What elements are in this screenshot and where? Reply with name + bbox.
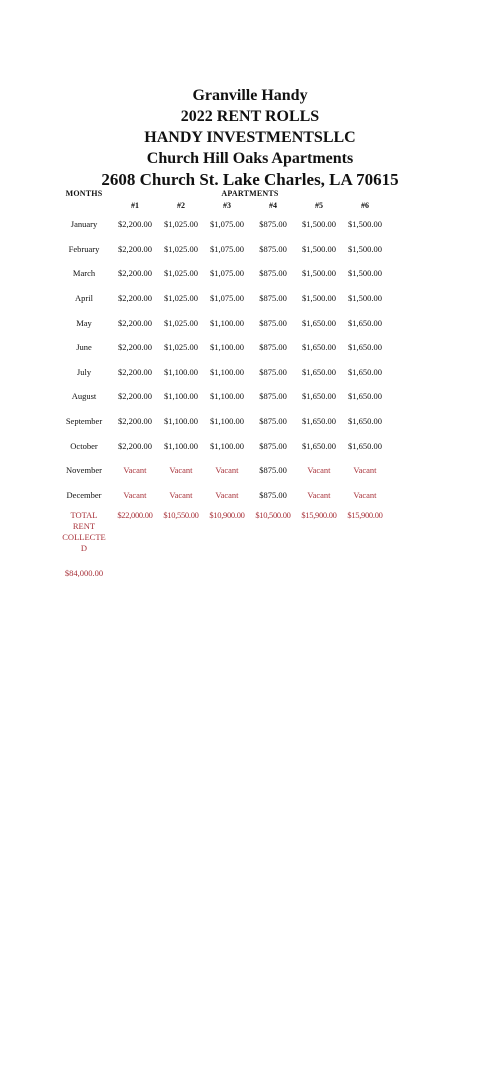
- rent-cell: $1,025.00: [164, 268, 198, 279]
- rent-cell: $875.00: [259, 243, 287, 254]
- rent-cell: $2,200.00: [118, 391, 152, 402]
- apartment-total: $15,900.00: [301, 510, 337, 521]
- grand-total: $84,000.00: [64, 568, 104, 578]
- rent-cell: $1,650.00: [302, 366, 336, 377]
- apartments-group-header: APARTMENTS: [221, 188, 279, 198]
- months-column-header: MONTHS: [65, 188, 103, 198]
- rent-cell: $875.00: [259, 416, 287, 427]
- rent-cell: $2,200.00: [118, 366, 152, 377]
- rent-cell: $2,200.00: [118, 342, 152, 353]
- month-label: December: [66, 489, 102, 500]
- month-label: November: [66, 465, 102, 476]
- month-label: February: [68, 243, 100, 254]
- blank-header-cell: [56, 199, 112, 212]
- rent-cell: $1,100.00: [210, 391, 244, 402]
- rent-cell: $875.00: [259, 293, 287, 304]
- total-label-line: RENT: [72, 521, 96, 532]
- rent-cell: $1,025.00: [164, 342, 198, 353]
- rent-cell: $1,075.00: [210, 293, 244, 304]
- apartment-number-header: #6: [361, 201, 369, 210]
- apartment-total: $10,550.00: [163, 510, 199, 521]
- rent-cell: Vacant: [353, 465, 377, 476]
- month-label: April: [75, 293, 93, 304]
- apartment-number-header: #1: [131, 201, 139, 210]
- table-row: [56, 360, 388, 385]
- apartment-total: $10,500.00: [255, 510, 291, 521]
- rent-cell: $1,025.00: [164, 293, 198, 304]
- rent-cell: $1,100.00: [164, 391, 198, 402]
- rent-cell: $875.00: [259, 489, 287, 500]
- rent-cell: $875.00: [259, 465, 287, 476]
- apartment-number-header: #5: [315, 201, 323, 210]
- rent-cell: $1,500.00: [302, 243, 336, 254]
- rent-cell: $1,650.00: [348, 416, 382, 427]
- rent-cell: $875.00: [259, 366, 287, 377]
- rent-cell: $1,500.00: [348, 268, 382, 279]
- month-label: August: [71, 391, 97, 402]
- table-row: [56, 237, 388, 262]
- rent-cell: $1,500.00: [302, 268, 336, 279]
- month-label: September: [65, 416, 103, 427]
- month-label: January: [70, 219, 98, 230]
- table-row: [56, 409, 388, 434]
- rent-cell: $1,500.00: [302, 293, 336, 304]
- rent-cell: $1,650.00: [302, 342, 336, 353]
- rent-cell: $2,200.00: [118, 440, 152, 451]
- table-row: [56, 458, 388, 483]
- table-row: [56, 433, 388, 458]
- rent-cell: $1,650.00: [348, 317, 382, 328]
- rent-cell: Vacant: [215, 465, 239, 476]
- apartment-number-header: #2: [177, 201, 185, 210]
- rent-cell: Vacant: [123, 489, 147, 500]
- rent-cell: $1,500.00: [302, 219, 336, 230]
- rent-cell: $1,025.00: [164, 219, 198, 230]
- rent-cell: $1,650.00: [302, 416, 336, 427]
- month-label: March: [72, 268, 96, 279]
- rent-cell: $1,075.00: [210, 219, 244, 230]
- table-row: [56, 261, 388, 286]
- month-label: June: [76, 342, 92, 353]
- apartment-number-header: #4: [269, 201, 277, 210]
- table-row: [56, 212, 388, 237]
- total-label-line: TOTAL: [70, 510, 98, 521]
- document-header: [0, 85, 500, 190]
- table-row: [56, 286, 388, 311]
- total-rent-collected-label: [56, 507, 112, 554]
- rent-cell: $1,100.00: [210, 366, 244, 377]
- rent-cell: $2,200.00: [118, 416, 152, 427]
- rent-cell: $1,650.00: [302, 317, 336, 328]
- rent-cell: $2,200.00: [118, 317, 152, 328]
- table-row: [56, 483, 388, 508]
- rent-cell: Vacant: [307, 465, 331, 476]
- rent-cell: Vacant: [169, 489, 193, 500]
- rent-cell: $1,100.00: [164, 366, 198, 377]
- rent-cell: Vacant: [123, 465, 147, 476]
- rent-cell: $2,200.00: [118, 219, 152, 230]
- rent-cell: $1,650.00: [348, 440, 382, 451]
- owner-name: Granville Handy: [192, 87, 308, 104]
- rent-cell: $875.00: [259, 219, 287, 230]
- company-name: HANDY INVESTMENTSLLC: [144, 129, 356, 146]
- rent-cell: $1,650.00: [348, 342, 382, 353]
- rent-cell: $2,200.00: [118, 268, 152, 279]
- rent-cell: $1,100.00: [210, 440, 244, 451]
- property-address: 2608 Church St. Lake Charles, LA 70615: [101, 170, 399, 189]
- rent-cell: $1,075.00: [210, 243, 244, 254]
- total-label-line: D: [80, 543, 88, 554]
- rent-cell: $875.00: [259, 268, 287, 279]
- table-row: [56, 310, 388, 335]
- rent-cell: $1,100.00: [210, 317, 244, 328]
- rent-cell: $875.00: [259, 342, 287, 353]
- rent-cell: $1,650.00: [302, 391, 336, 402]
- apartment-total: $10,900.00: [209, 510, 245, 521]
- rent-cell: $1,100.00: [210, 342, 244, 353]
- table-row: [56, 384, 388, 409]
- rent-cell: Vacant: [215, 489, 239, 500]
- rent-cell: Vacant: [307, 489, 331, 500]
- rent-cell: $875.00: [259, 317, 287, 328]
- apartment-number-header: #3: [223, 201, 231, 210]
- rent-cell: $875.00: [259, 440, 287, 451]
- month-label: October: [70, 440, 98, 451]
- rent-cell: $1,500.00: [348, 243, 382, 254]
- rent-cell: $2,200.00: [118, 243, 152, 254]
- rent-cell: Vacant: [169, 465, 193, 476]
- rent-cell: Vacant: [353, 489, 377, 500]
- total-row: [56, 507, 388, 554]
- month-label: July: [76, 366, 92, 377]
- month-rows: [56, 212, 388, 507]
- rent-cell: $1,075.00: [210, 268, 244, 279]
- apartment-total: $15,900.00: [347, 510, 383, 521]
- rent-cell: $1,650.00: [302, 440, 336, 451]
- document-title: 2022 RENT ROLLS: [180, 108, 320, 125]
- rent-cell: $1,025.00: [164, 317, 198, 328]
- apartment-total: $22,000.00: [117, 510, 153, 521]
- rent-cell: $1,650.00: [348, 391, 382, 402]
- property-name: Church Hill Oaks Apartments: [146, 150, 354, 167]
- rent-cell: $1,100.00: [164, 416, 198, 427]
- rent-cell: $1,650.00: [348, 366, 382, 377]
- rent-cell: $875.00: [259, 391, 287, 402]
- total-label-line: COLLECTE: [62, 532, 106, 543]
- rent-cell: $2,200.00: [118, 293, 152, 304]
- rent-cell: $1,500.00: [348, 219, 382, 230]
- rent-roll-table: [56, 187, 388, 554]
- rent-cell: $1,025.00: [164, 243, 198, 254]
- rent-cell: $1,100.00: [164, 440, 198, 451]
- month-label: May: [76, 317, 92, 328]
- rent-cell: $1,500.00: [348, 293, 382, 304]
- table-row: [56, 335, 388, 360]
- rent-cell: $1,100.00: [210, 416, 244, 427]
